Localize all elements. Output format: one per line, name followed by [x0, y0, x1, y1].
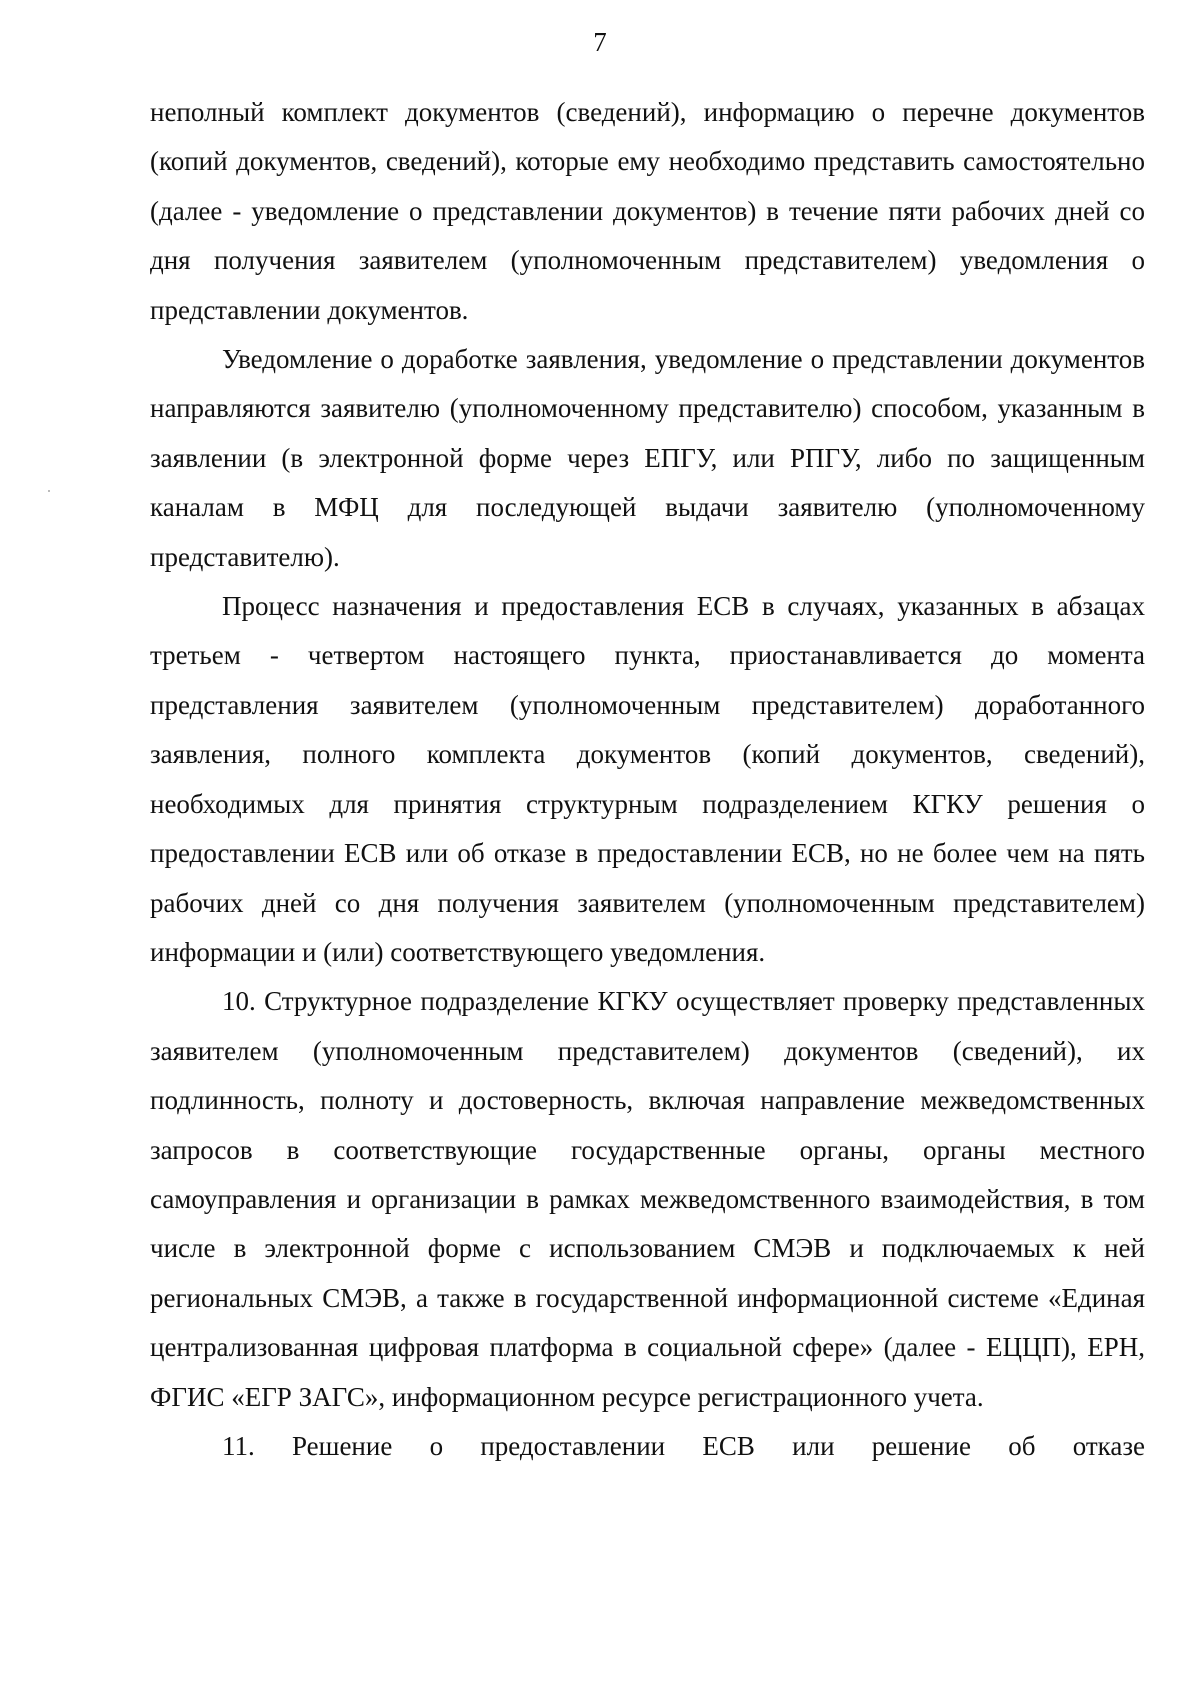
scan-dot-mark	[48, 490, 50, 492]
document-body	[150, 88, 1145, 1471]
paragraph-item-10: 10. Структурное подразделение КГКУ осуществляет проверку представленных заявителем (уполномоченным представителем) документов (сведений), их подлинность, полноту и достоверность, включая направление межведомственных запросов в соответствующие государственные органы, органы местного самоуправления и организации в рамках межведомственного взаимодействия, в том числе в электронной форме с использованием СМЭВ и подключаемых к ней региональных СМЭВ, а также в государственной информационной системе «Единая централизованная цифровая платформа в социальной сфере» (далее - ЕЦЦП), ЕРН, ФГИС «ЕГР ЗАГС», информационном ресурсе регистрационного учета.	[150, 986, 1145, 1412]
paragraph-continuation: неполный комплект документов (сведений), информацию о перечне документов (копий документов, сведений), которые ему необходимо представить самостоятельно (далее - уведомление о представлении документов) в течение пяти рабочих дней со дня получения заявителем (уполномоченным представителем) уведомления о представлении документов.	[150, 97, 1145, 325]
paragraph-item-11: 11. Решение о предоставлении ЕСВ или решение об отказе	[222, 1430, 1145, 1461]
paragraph-notification-delivery: Уведомление о доработке заявления, уведомление о представлении документов направляются заявителю (уполномоченному представителю) способом, указанным в заявлении (в электронной форме через ЕПГУ, или РПГУ, либо по защищенным каналам в МФЦ для последующей выдачи заявителю (уполномоченному представителю).	[150, 344, 1145, 572]
paragraph-process-suspension: Процесс назначения и предоставления ЕСВ в случаях, указанных в абзацах третьем - четвертом настоящего пункта, приостанавливается до момента представления заявителем (уполномоченным представителем) доработанного заявления, полного комплекта документов (копий документов, сведений), необходимых для принятия структурным подразделением КГКУ решения о предоставлении ЕСВ или об отказе в предоставлении ЕСВ, но не более чем на пять рабочих дней со дня получения заявителем (уполномоченным представителем) информации и (или) соответствующего уведомления.	[150, 591, 1145, 967]
page-number: 7	[593, 27, 607, 57]
